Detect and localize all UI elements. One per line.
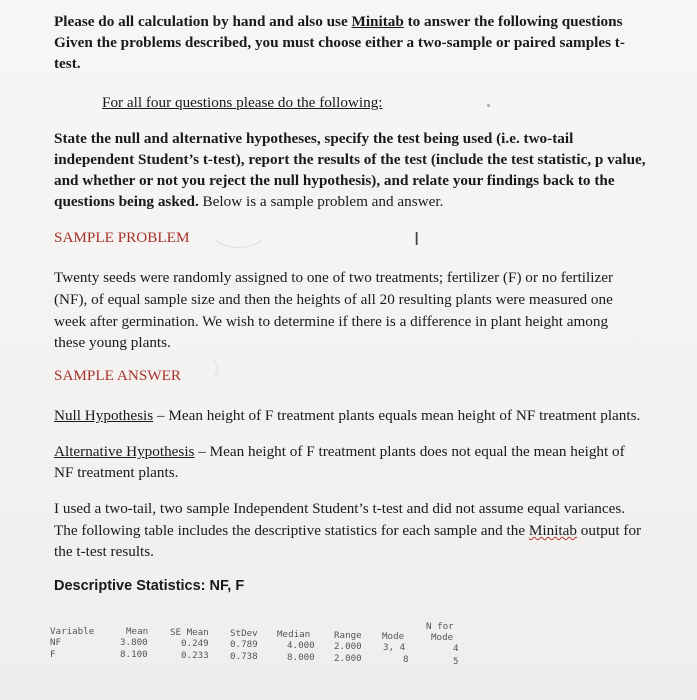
row-nf-mode: 3, 4 bbox=[383, 642, 406, 653]
intro-line-3: test. bbox=[54, 55, 81, 72]
minitab-word: Minitab bbox=[351, 13, 404, 30]
header-nfor-mode: Mode bbox=[431, 632, 454, 643]
row-nf-range: 2.000 bbox=[334, 641, 362, 652]
instruction-line-1: State the null and alternative hypotheses, specify the test being used (i.e. two-tail bbox=[54, 130, 574, 147]
alt-hypothesis-line-2: NF treatment plants. bbox=[54, 464, 179, 481]
decorative-arc-2 bbox=[186, 356, 218, 382]
nfor-label: N for bbox=[426, 621, 454, 632]
sample-problem-heading: SAMPLE PROBLEM bbox=[54, 229, 190, 246]
row-f-variable: F bbox=[50, 649, 56, 660]
for-all-heading: For all four questions please do the following: bbox=[102, 94, 383, 111]
row-nf-median: 4.000 bbox=[287, 640, 315, 651]
descriptive-stats-title: Descriptive Statistics: NF, F bbox=[54, 578, 245, 594]
used-line-1: I used a two-tail, two sample Independent Student’s t-test and did not assume equal variances. bbox=[54, 500, 626, 517]
header-mode: Mode bbox=[382, 631, 405, 642]
header-range: Range bbox=[334, 630, 362, 641]
row-nf-variable: NF bbox=[50, 637, 62, 648]
alt-hypothesis-line-1: Alternative Hypothesis – Mean height of F treatment plants does not equal the mean height of bbox=[54, 443, 625, 460]
row-f-median: 8.000 bbox=[287, 652, 315, 663]
sample-problem-line-2: (NF), of equal sample size and then the heights of all 20 resulting plants were measured one bbox=[54, 291, 613, 308]
sample-answer-heading: SAMPLE ANSWER bbox=[54, 367, 182, 384]
row-f-stdev: 0.738 bbox=[230, 651, 258, 662]
header-mean: Mean bbox=[126, 626, 149, 637]
sample-problem-line-3: week after germination. We wish to determine if there is a difference in plant height among bbox=[54, 313, 609, 330]
decorative-dot bbox=[487, 104, 490, 107]
sample-problem-line-4: these young plants. bbox=[54, 334, 171, 351]
instruction-line-4: questions being asked. Below is a sample problem and answer. bbox=[54, 193, 444, 210]
row-f-mean: 8.100 bbox=[120, 649, 148, 660]
row-nf-nfor-mode: 4 bbox=[453, 643, 459, 654]
header-median: Median bbox=[277, 629, 311, 640]
decorative-arc bbox=[208, 206, 270, 248]
header-variable: Variable bbox=[50, 626, 95, 637]
row-f-se-mean: 0.233 bbox=[181, 650, 209, 661]
intro-line-2: Given the problems described, you must choose either a two-sample or paired samples t- bbox=[54, 34, 625, 51]
null-hypothesis: Null Hypothesis – Mean height of F treatment plants equals mean height of NF treatment plants. bbox=[54, 407, 641, 424]
text-cursor-icon: I bbox=[414, 229, 420, 250]
intro-line-1: Please do all calculation by hand and also use Minitab to answer the following questions bbox=[54, 13, 623, 30]
row-f-range: 2.000 bbox=[334, 653, 362, 664]
row-f-mode: 8 bbox=[403, 654, 409, 665]
row-f-nfor-mode: 5 bbox=[453, 656, 459, 667]
used-line-3: the t-test results. bbox=[54, 543, 154, 560]
row-nf-stdev: 0.789 bbox=[230, 639, 258, 650]
row-nf-mean: 3.800 bbox=[120, 637, 148, 648]
row-nf-se-mean: 0.249 bbox=[181, 638, 209, 649]
instruction-line-3: and whether or not you reject the null hypothesis), and relate your findings back to the bbox=[54, 172, 615, 189]
header-stdev: StDev bbox=[230, 628, 258, 639]
instruction-line-2: independent Student’s t-test), report the results of the test (include the test statistic, p value, bbox=[54, 151, 646, 168]
sample-problem-line-1: Twenty seeds were randomly assigned to one of two treatments; fertilizer (F) or no fertilizer bbox=[54, 269, 613, 286]
header-se-mean: SE Mean bbox=[170, 627, 209, 638]
used-line-2: The following table includes the descriptive statistics for each sample and the Minitab output for bbox=[54, 522, 642, 539]
